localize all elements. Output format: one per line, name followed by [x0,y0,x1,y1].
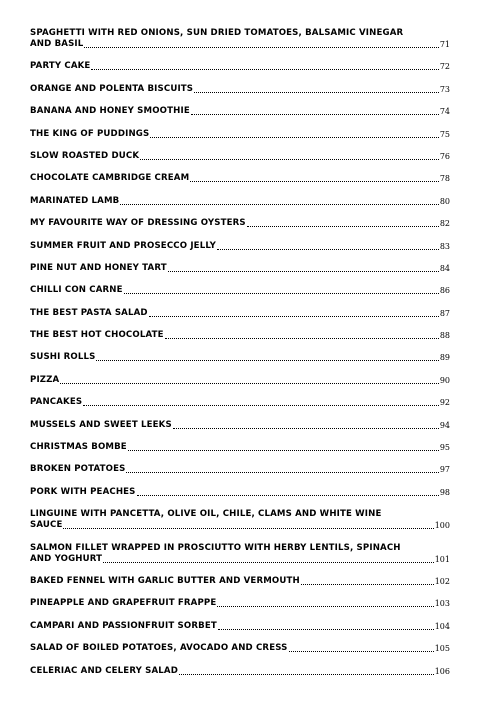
toc-entry-title: THE BEST HOT CHOCOLATE [30,330,164,341]
toc-entry-title: CAMPARI AND PASSIONFRUIT SORBET [30,620,217,631]
toc-entry-page: 97 [439,465,450,475]
dot-leader [84,46,438,48]
dot-leader [137,494,439,496]
toc-entry-page: 101 [434,554,450,564]
dot-leader [179,673,434,675]
dot-leader [124,292,439,294]
toc-entry-page: 82 [439,219,450,229]
toc-entry-page: 88 [439,331,450,341]
toc-entry[interactable] [30,285,450,296]
toc-entry-page: 80 [439,196,450,206]
dot-leader [191,113,439,115]
toc-entry[interactable] [30,666,450,677]
dot-leader [63,527,433,529]
toc-entry-title: AND YOGHURT [30,553,103,564]
toc-entry[interactable] [30,509,450,531]
toc-entry-page: 100 [434,521,450,531]
toc-entry[interactable] [30,28,450,50]
toc-entry-title-line1: LINGUINE WITH PANCETTA, OLIVE OIL, CHILE, CLAMS AND WHITE WINE [30,509,382,520]
toc-entry[interactable] [30,263,450,274]
dot-leader [120,203,438,205]
toc-entry-page: 86 [439,286,450,296]
dot-leader [289,650,434,652]
dot-leader [126,471,438,473]
toc-entry-title: BAKED FENNEL WITH GARLIC BUTTER AND VERMOUTH [30,575,300,586]
toc-entry-page: 94 [439,420,450,430]
dot-leader [218,628,434,630]
toc-entry-title: MUSSELS AND SWEET LEEKS [30,419,172,430]
toc-entry[interactable] [30,196,450,207]
dot-leader [60,382,438,384]
toc-entry-page: 72 [439,62,450,72]
toc-entry-title: MARINATED LAMB [30,195,120,206]
toc-entry-title: SUSHI ROLLS [30,352,96,363]
dot-leader [103,561,434,563]
toc-entry-page: 98 [439,487,450,497]
toc-entry[interactable] [30,61,450,72]
toc-entry-title: SUMMER FRUIT AND PROSECCO JELLY [30,240,216,251]
toc-entry[interactable] [30,598,450,609]
toc-entry-title: CHOCOLATE CAMBRIDGE CREAM [30,173,190,184]
toc-entry-title: SAUCE [30,520,63,531]
dot-leader [301,583,434,585]
toc-entry[interactable] [30,173,450,184]
dot-leader [173,427,439,429]
toc-entry-title: PINE NUT AND HONEY TART [30,262,167,273]
toc-entry[interactable] [30,352,450,363]
toc-entry-page: 102 [434,576,450,586]
toc-entry[interactable] [30,464,450,475]
toc-entry[interactable] [30,241,450,252]
toc-entry[interactable] [30,330,450,341]
toc-entry-title: ORANGE AND POLENTA BISCUITS [30,83,194,94]
toc-entry-title: BROKEN POTATOES [30,464,126,475]
toc-entry[interactable] [30,621,450,632]
table-of-contents [30,28,450,688]
toc-entry-page: 105 [434,644,450,654]
toc-entry-title: CHILLI CON CARNE [30,285,123,296]
dot-leader [83,404,439,406]
toc-entry-title: PANCAKES [30,397,83,408]
toc-entry-title: BANANA AND HONEY SMOOTHIE [30,106,190,117]
dot-leader [96,359,438,361]
toc-entry[interactable] [30,643,450,654]
toc-entry-title: SALAD OF BOILED POTATOES, AVOCADO AND CRESS [30,643,288,654]
toc-entry-page: 76 [439,151,450,161]
toc-entry-title-line1: SPAGHETTI WITH RED ONIONS, SUN DRIED TOMATOES, BALSAMIC VINEGAR [30,28,404,38]
toc-entry-title-line1: SALMON FILLET WRAPPED IN PROSCIUTTO WITH HERBY LENTILS, SPINACH [30,542,401,553]
toc-entry[interactable] [30,420,450,431]
toc-entry[interactable] [30,442,450,453]
toc-entry-page: 74 [439,107,450,117]
toc-entry-title: PORK WITH PEACHES [30,486,136,497]
toc-entry-title: PARTY CAKE [30,61,91,72]
toc-entry[interactable] [30,397,450,408]
toc-entry[interactable] [30,151,450,162]
toc-entry[interactable] [30,218,450,229]
toc-entry-title: SLOW ROASTED DUCK [30,150,140,161]
toc-entry[interactable] [30,375,450,386]
dot-leader [194,91,439,93]
toc-entry-title: THE BEST PASTA SALAD [30,307,148,318]
toc-entry-page: 89 [439,353,450,363]
toc-entry-page: 71 [439,40,450,49]
dot-leader [168,270,439,272]
toc-entry[interactable] [30,308,450,319]
dot-leader [149,315,439,317]
toc-entry[interactable] [30,487,450,498]
toc-entry-page: 104 [434,621,450,631]
dot-leader [217,605,433,607]
toc-entry-title: PINEAPPLE AND GRAPEFRUIT FRAPPE [30,598,217,609]
dot-leader [217,248,439,250]
toc-entry-title: THE KING OF PUDDINGS [30,128,150,139]
toc-entry[interactable] [30,543,450,565]
toc-entry[interactable] [30,576,450,587]
toc-entry-title: AND BASIL [30,39,84,49]
toc-entry[interactable] [30,129,450,140]
toc-entry[interactable] [30,84,450,95]
dot-leader [140,158,439,160]
toc-entry-title: CELERIAC AND CELERY SALAD [30,665,178,676]
toc-entry-page: 84 [439,263,450,273]
toc-entry-page: 78 [439,174,450,184]
toc-entry-title: CHRISTMAS BOMBE [30,442,127,453]
toc-entry-title: PIZZA [30,374,60,385]
toc-entry-title: MY FAVOURITE WAY OF DRESSING OYSTERS [30,218,246,229]
toc-entry-page: 87 [439,308,450,318]
toc-entry-page: 103 [434,599,450,609]
dot-leader [91,68,438,70]
toc-entry-page: 92 [439,398,450,408]
toc-entry-page: 73 [439,84,450,94]
dot-leader [190,180,439,182]
dot-leader [165,337,439,339]
toc-entry-page: 75 [439,129,450,139]
dot-leader [247,225,439,227]
toc-entry-page: 106 [434,666,450,676]
toc-entry-page: 90 [439,375,450,385]
toc-entry[interactable] [30,106,450,117]
dot-leader [150,136,438,138]
toc-entry-page: 95 [439,443,450,453]
dot-leader [128,449,439,451]
toc-entry-page: 83 [439,241,450,251]
